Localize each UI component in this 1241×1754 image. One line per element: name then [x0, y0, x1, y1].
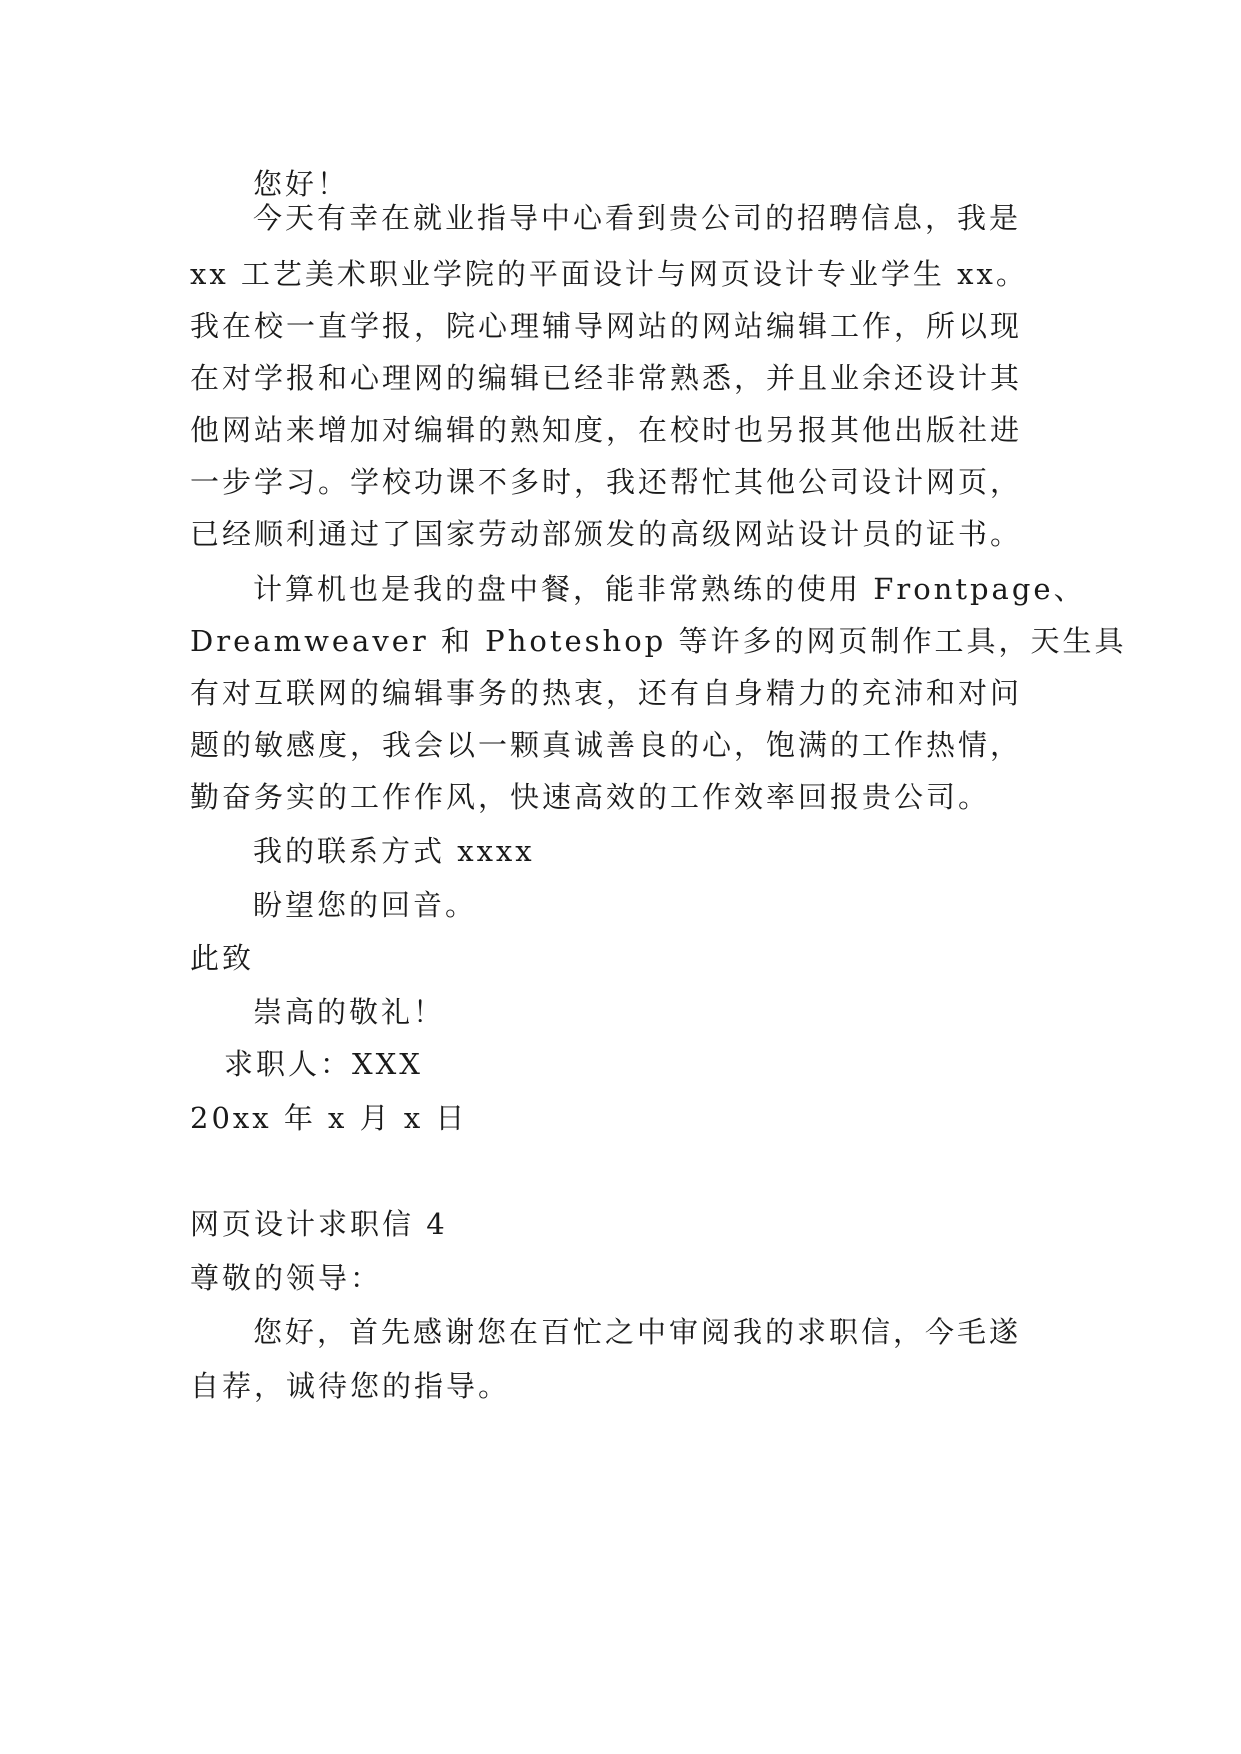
paragraph-line: 在对学报和心理网的编辑已经非常熟悉，并且业余还设计其 [190, 361, 1023, 395]
salutation-line: 崇高的敬礼！ [253, 995, 446, 1029]
paragraph-line: Dreamweaver 和 Photeshop 等许多的网页制作工具，天生具 [190, 624, 1127, 658]
paragraph-line: 计算机也是我的盘中餐，能非常熟练的使用 Frontpage、 [253, 572, 1086, 606]
salutation-line: 此致 [190, 941, 255, 975]
paragraph-line: 您好，首先感谢您在百忙之中审阅我的求职信，今毛遂 [253, 1315, 1022, 1349]
section-title: 网页设计求职信 4 [190, 1207, 448, 1241]
contact-line: 我的联系方式 xxxx [253, 834, 535, 868]
paragraph-line: 勤奋务实的工作作风，快速高效的工作效率回报贵公司。 [190, 780, 991, 814]
paragraph-line: xx 工艺美术职业学院的平面设计与网页设计专业学生 xx。 [190, 257, 1028, 291]
paragraph-line: 有对互联网的编辑事务的热衷，还有自身精力的充沛和对问 [190, 676, 1023, 710]
closing-line: 盼望您的回音。 [253, 888, 478, 922]
date-line: 20xx 年 x 月 x 日 [190, 1101, 468, 1135]
signature-line: 求职人：XXX [224, 1047, 423, 1081]
greeting-line: 您好！ [253, 167, 350, 201]
paragraph-line: 今天有幸在就业指导中心看到贵公司的招聘信息，我是 [253, 201, 1022, 235]
paragraph-line: 已经顺利通过了国家劳动部颁发的高级网站设计员的证书。 [190, 517, 1023, 551]
paragraph-line: 自荐，诚待您的指导。 [190, 1369, 511, 1403]
paragraph-line: 题的敏感度，我会以一颗真诚善良的心，饱满的工作热情， [190, 728, 1023, 762]
paragraph-line: 一步学习。学校功课不多时，我还帮忙其他公司设计网页， [190, 465, 1023, 499]
recipient-line: 尊敬的领导： [190, 1261, 383, 1295]
paragraph-line: 他网站来增加对编辑的熟知度，在校时也另报其他出版社进 [190, 413, 1023, 447]
paragraph-line: 我在校一直学报，院心理辅导网站的网站编辑工作，所以现 [190, 309, 1023, 343]
